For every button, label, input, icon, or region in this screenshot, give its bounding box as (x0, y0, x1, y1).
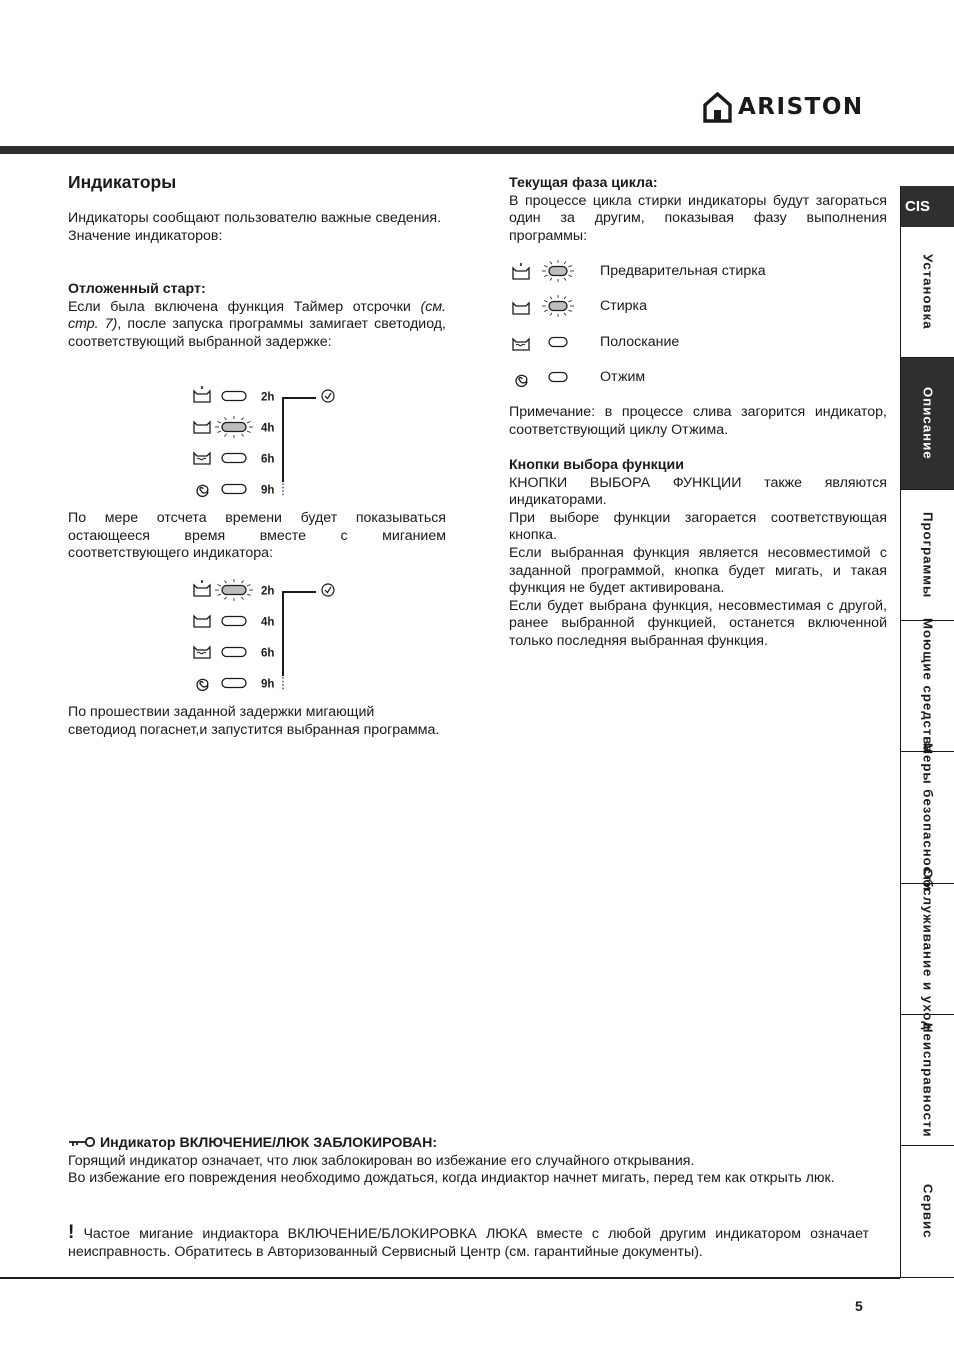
led-off (222, 485, 246, 494)
clock-icon (322, 584, 334, 596)
rinse-symbol (194, 453, 210, 464)
phase-label: Предварительная стирка (600, 263, 766, 279)
tab-troubleshooting[interactable]: Неисправности (901, 1015, 954, 1146)
rinse-symbol (194, 647, 210, 658)
door-lock-text: Во избежание его повреждения необходимо дождаться, когда индиактор начнет мигать, перед тем как открыть люк. (68, 1170, 835, 1187)
phase-row-rinse (509, 330, 889, 354)
function-buttons-heading: Кнопки выбора функции (509, 457, 684, 473)
prewash-icon (509, 259, 589, 283)
door-lock-text: Горящий индикатор означает, что люк заблокирован во избежание его случайного открывания. (68, 1152, 695, 1169)
ariston-logo (703, 90, 864, 124)
intro-paragraph-2: Значение индикаторов: (68, 227, 223, 244)
delayed-start-block (68, 281, 446, 351)
intro-block (68, 210, 446, 245)
phase-row-prewash (509, 259, 889, 283)
spin-icon (509, 365, 589, 389)
rinse-symbol (513, 339, 529, 350)
tab-service[interactable]: Сервис (901, 1146, 954, 1278)
tab-installation[interactable]: Установка (901, 227, 954, 358)
wash-symbol (194, 422, 210, 433)
spin-symbol (197, 485, 208, 496)
dotted-marker (282, 483, 284, 485)
phase-row-wash (509, 294, 889, 318)
footer-rule (0, 1277, 900, 1279)
dotted-marker (282, 490, 284, 492)
delay-label: 9h (261, 678, 275, 691)
phase-label: Полоскание (600, 334, 680, 350)
intro-paragraph: Индикаторы сообщают пользователю важные сведения. (68, 210, 442, 226)
function-buttons-block (509, 457, 887, 651)
cycle-phase-heading: Текущая фаза цикла: (509, 175, 658, 191)
delay-label: 9h (261, 484, 275, 497)
function-buttons-text: При выборе функции загорается соответствующая кнопка. (509, 509, 887, 544)
door-lock-block (68, 1135, 869, 1188)
cycle-phase-text: В процессе цикла стирки индикаторы будут загораться один за другим, показывая фазу выполнения программы: (509, 192, 887, 244)
tab-programs[interactable]: Программы (901, 490, 954, 621)
delay-panel-2 (190, 576, 350, 694)
dotted-marker (282, 681, 284, 683)
door-lock-heading: Индикатор ВКЛЮЧЕНИЕ/ЛЮК ЗАБЛОКИРОВАН: (68, 1135, 869, 1153)
page-number: 5 (855, 1298, 863, 1314)
function-buttons-text: Если будет выбрана функция, несовместимая с другой, ранее выбранной функцией, останется включенной только последняя выбранная функция. (509, 597, 887, 649)
warning-text: ! Частое мигание индиактора ВКЛЮЧЕНИЕ/БЛОКИРОВКА ЛЮКА вместе с любой другим индикатором означает неисправность. Обратитесь в Авторизованный Сервисный Центр (см. гарантийные документы). (68, 1222, 869, 1260)
key-icon (68, 1136, 96, 1148)
delay-label: 4h (261, 422, 275, 435)
wash-symbol (194, 616, 210, 627)
tab-maintenance[interactable]: Обслуживание и уход (901, 884, 954, 1015)
delay-label: 6h (261, 453, 275, 466)
led-off (549, 373, 567, 382)
page-title: Индикаторы (68, 172, 177, 192)
delay-bracket (283, 592, 316, 688)
phase-label: Стирка (600, 298, 647, 314)
rinse-icon (509, 330, 589, 354)
led-off (222, 679, 246, 688)
delay-indicator-panel (190, 576, 350, 694)
delayed-start-text: Если была включена функция Таймер отсрочки (см. стр. 7), после запуска программы замигает светодиод, соответствующий выбранной задержке: (68, 298, 446, 350)
led-off (222, 648, 246, 657)
tab-description[interactable]: Описание (901, 358, 954, 490)
countdown-text: По мере отсчета времени будет показываться остающееся время вместе с миганием соответствующего индикатора: (68, 510, 446, 562)
delay-indicator-panel (190, 382, 350, 500)
delay-label: 2h (261, 391, 275, 404)
after-delay-text: По прошествии заданной задержки мигающий светодиод погаснет,и запустится выбранная программа. (68, 704, 440, 738)
delay-label: 6h (261, 647, 275, 660)
led-blinking (215, 579, 253, 601)
spin-symbol (516, 375, 527, 386)
led-blinking (542, 260, 574, 282)
after-delay-block (68, 704, 446, 739)
header-rule (0, 146, 954, 154)
led-off (549, 338, 567, 347)
delay-label: 2h (261, 585, 275, 598)
wash-icon (509, 294, 589, 318)
dotted-marker (282, 494, 284, 496)
warning-mark: ! (68, 1222, 75, 1243)
function-buttons-text: Если выбранная функция является несовместимой с заданной программой, кнопка будет мигать, и такая функция не будет активирована. (509, 544, 887, 597)
prewash-symbol (513, 263, 529, 279)
note-text: Примечание: в процессе слива загорится индикатор, соответствующий циклу Отжима. (509, 404, 887, 438)
clock-icon (322, 390, 334, 402)
delay-panel-1 (190, 382, 350, 500)
led-off (222, 392, 246, 401)
led-blinking (542, 295, 574, 317)
note-block (509, 404, 887, 439)
dotted-marker (282, 677, 284, 679)
tab-detergents[interactable]: Моющие средства (901, 621, 954, 752)
brand-name: ARISTON (738, 94, 864, 120)
spin-symbol (197, 679, 208, 690)
function-buttons-text: КНОПКИ ВЫБОРА ФУНКЦИИ также являются индикаторами. (509, 474, 887, 509)
cycle-phase-block (509, 175, 887, 245)
led-off (222, 454, 246, 463)
delayed-start-heading: Отложенный старт: (68, 281, 206, 297)
delay-label: 4h (261, 616, 275, 629)
countdown-block (68, 510, 446, 563)
phase-label: Отжим (600, 369, 646, 385)
phase-row-spin (509, 365, 889, 389)
led-blinking (215, 416, 253, 438)
wash-symbol (513, 303, 529, 314)
dotted-marker (282, 688, 284, 690)
dotted-marker (282, 684, 284, 686)
house-logo-icon (703, 92, 732, 123)
dotted-marker (282, 487, 284, 489)
warning-block (68, 1224, 869, 1261)
prewash-symbol (194, 386, 210, 402)
language-tab[interactable]: CIS (901, 186, 954, 227)
led-off (222, 617, 246, 626)
delay-bracket (283, 398, 316, 494)
tab-safety[interactable]: Меры безопасности (901, 752, 954, 884)
page-reference: (см. стр. 7) (68, 298, 446, 333)
prewash-symbol (194, 580, 210, 596)
